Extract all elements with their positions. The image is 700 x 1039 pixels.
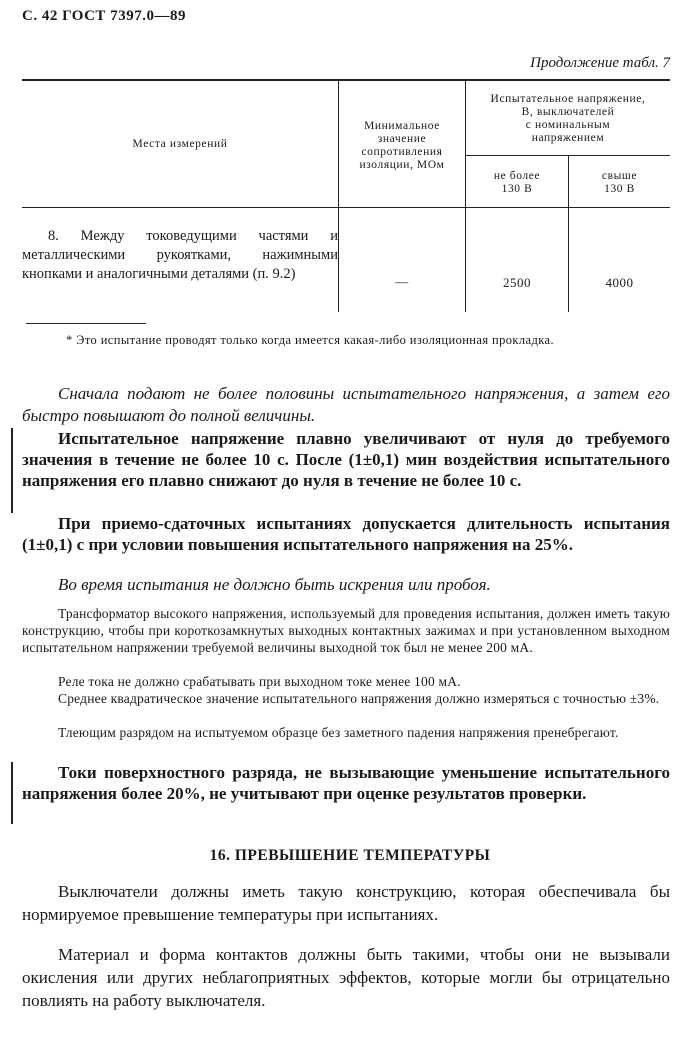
- paragraph-5: Трансформатор высокого напряжения, используемый для проведения испытания, должен иметь такую конструкцию, чтобы при короткозамкнутых выходных контактных зажимах и при установленном выходном испытательном напряжении требуемой величины выходной ток был не менее 200 мА.: [22, 606, 670, 655]
- footnote: [22, 331, 668, 349]
- col-header-voltage-line: В, выключателей: [521, 106, 615, 118]
- table-row-resistance: —: [395, 274, 409, 289]
- change-bar-2: [11, 762, 13, 824]
- paragraph-7: Среднее квадратическое значение испытательного напряжения должно измеряться с точностью ±3%.: [58, 691, 660, 706]
- change-bar-1: [11, 428, 13, 513]
- col-header-voltage-low-line: 130 В: [501, 183, 533, 195]
- col-header-voltage-low: [466, 170, 568, 196]
- section-paragraph-2: Материал и форма контактов должны быть такими, чтобы они не вызывали окисления или других неблагоприятных эффектов, которые могли бы отрицательно повлиять на работу выключателя.: [22, 945, 670, 1010]
- col-header-voltage-line: напряжением: [531, 132, 605, 144]
- section-title: 16. ПРЕВЫШЕНИЕ ТЕМПЕРАТУРЫ: [209, 847, 491, 864]
- paragraph-6: Реле тока не должно срабатывать при выходном токе менее 100 мА.: [58, 674, 461, 689]
- paragraph-8: Тлеющим разрядом на испытуемом образце без заметного падения напряжения пренебрегают.: [58, 725, 619, 740]
- section-paragraph-1: Выключатели должны иметь такую конструкцию, которая обеспечивала бы нормируемое превышение температуры при испытаниях.: [22, 882, 670, 924]
- table-row-place-text: 8. Между токоведущими частями и металлическими рукоятками, нажимными кнопками и аналогичными деталями (п. 9.2): [22, 228, 338, 282]
- table-row-voltage-low: 2500: [503, 275, 531, 290]
- col-header-places: Места измерений: [132, 138, 228, 150]
- col-header-voltage-high-line: 130 В: [604, 183, 635, 195]
- col-header-voltage-low-line: не более: [493, 170, 541, 182]
- col-header-voltage-line: Испытательное напряжение,: [490, 93, 646, 105]
- paragraph-1: Сначала подают не более половины испытательного напряжения, а затем его быстро повышают до полной величины.: [22, 384, 670, 425]
- col-header-resistance-line: Минимальное: [364, 120, 440, 132]
- col-header-resistance-line: сопротивления: [361, 146, 443, 158]
- col-header-voltage-line: с номинальным: [525, 119, 611, 131]
- col-header-resistance-line: значение: [377, 133, 427, 145]
- paragraph-4: Во время испытания не должно быть искрения или пробоя.: [58, 575, 491, 594]
- table-continuation-label: Продолжение табл. 7: [530, 55, 670, 71]
- table-header-bottom-rule: [22, 207, 670, 208]
- paragraph-3: При приемо-сдаточных испытаниях допускается длительность испытания (1±0,1) с при условии повышения испытательного напряжения на 25%.: [22, 514, 670, 554]
- table-top-rule: [22, 79, 670, 81]
- paragraph-9: Токи поверхностного разряда, не вызывающие уменьшение испытательного напряжения более 20%, не учитывают при оценке результатов проверки.: [22, 763, 670, 803]
- footnote-text: * Это испытание проводят только когда имеется какая-либо изоляционная прокладка.: [66, 333, 554, 347]
- page-header: С. 42 ГОСТ 7397.0—89: [22, 8, 186, 24]
- col-header-resistance-line: изоляции, МОм: [359, 159, 445, 171]
- col-header-voltage-high-line: свыше: [601, 170, 638, 182]
- paragraph-2: Испытательное напряжение плавно увеличивают от нуля до требуемого значения в течение не более 10 с. После (1±0,1) мин воздействия испытательного напряжения его плавно снижают до нуля в течение не более 10 с.: [22, 429, 670, 490]
- table-row-place: [22, 227, 338, 284]
- col-header-voltage: [466, 93, 670, 145]
- col-header-voltage-high: [569, 170, 670, 196]
- footnote-rule: [26, 323, 146, 324]
- col-header-resistance: [339, 120, 465, 172]
- table-row-voltage-high: 4000: [605, 275, 634, 290]
